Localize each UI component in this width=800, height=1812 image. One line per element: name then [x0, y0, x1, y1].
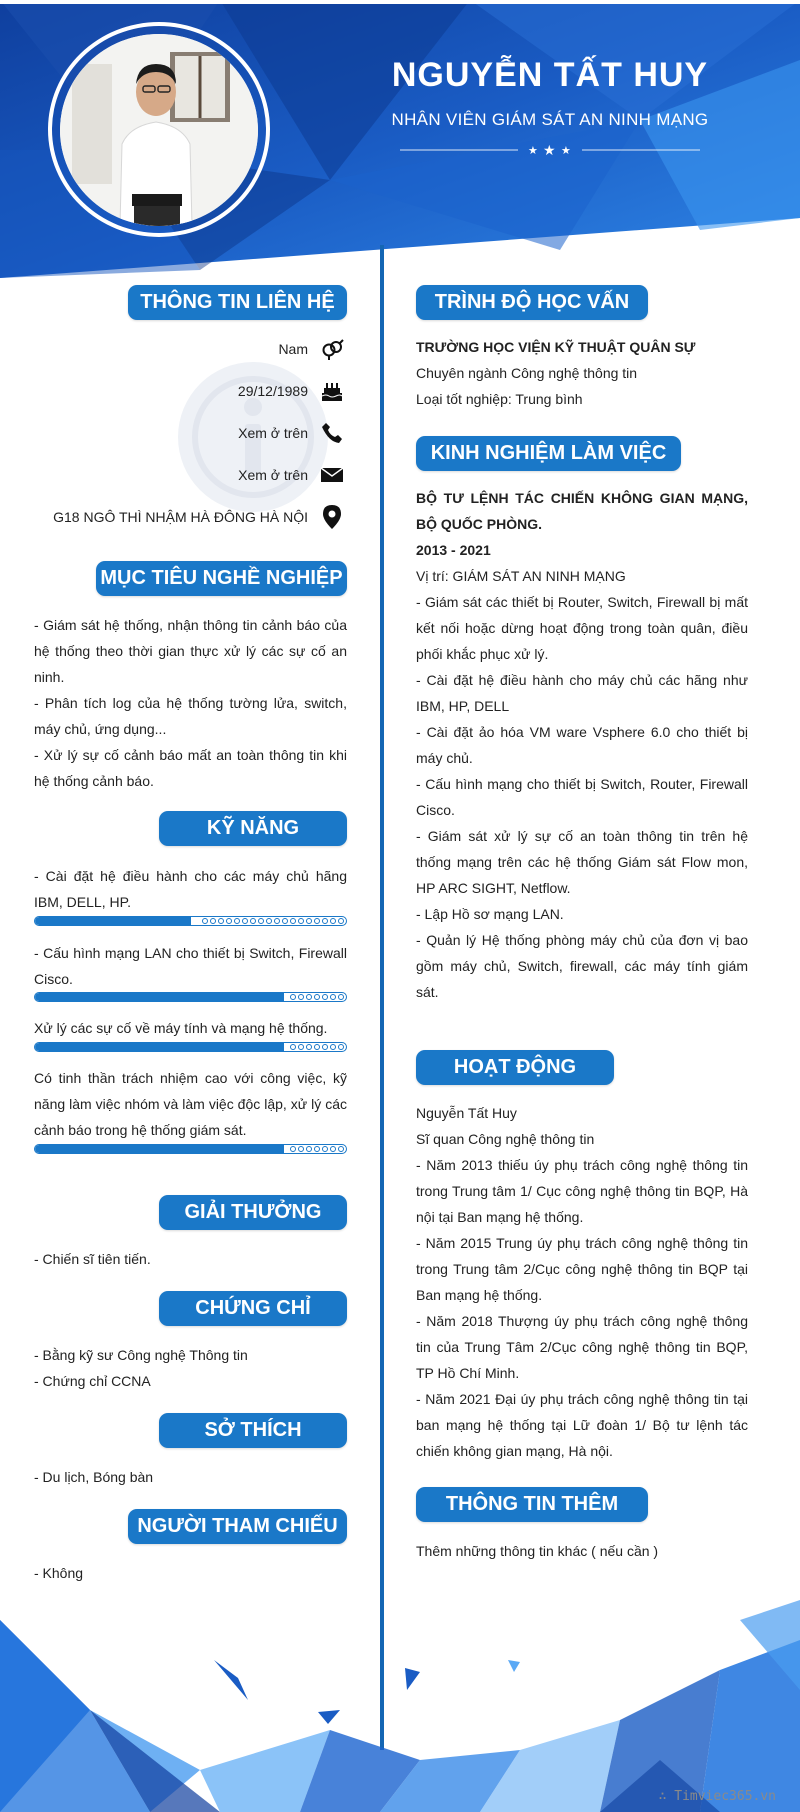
skill-bar-dot	[298, 918, 304, 924]
experience-line: - Giám sát xử lý sự cố an toàn thông tin trên hệ thống mạng trên các hệ thống Giám sát Flow mon, HP ARC SIGHT, Netflow.	[416, 828, 748, 896]
stars-ornament	[390, 140, 710, 160]
experience-company: BỘ TƯ LỆNH TÁC CHIẾN KHÔNG GIAN MẠNG, BỘ QUỐC PHÒNG.	[416, 490, 748, 532]
objective-text	[34, 612, 347, 794]
skill-bar-dot	[338, 1146, 344, 1152]
skill-bar-dot	[314, 1146, 320, 1152]
experience-line: - Giám sát các thiết bị Router, Switch, Firewall bị mất kết nối hoặc dừng hoạt động trong toàn quân, điều phối khắc phục xử lý.	[416, 594, 748, 662]
skill-bar-dots	[290, 994, 344, 1000]
avatar	[60, 34, 258, 226]
reference-line: - Không	[34, 1565, 84, 1581]
education-text	[416, 334, 748, 412]
awards-text	[34, 1246, 347, 1272]
svg-text:★: ★	[543, 143, 556, 159]
gender-text: Nam	[278, 341, 308, 357]
skill-bar-dot	[266, 918, 272, 924]
skill-bar	[34, 1144, 347, 1154]
skill-bar-fill	[35, 1043, 284, 1051]
skill-item-text: Xử lý các sự cố về máy tính và mạng hệ thống.	[34, 1020, 328, 1036]
section-heading-experience: KINH NGHIỆM LÀM VIỆC	[416, 436, 681, 471]
skill-bar-dot	[338, 918, 344, 924]
skill-bar	[34, 992, 347, 1002]
contact-phone	[238, 421, 344, 445]
skill-bar-dot	[322, 918, 328, 924]
skill-bar-dot	[330, 1146, 336, 1152]
skill-item-text: - Cài đặt hệ điều hành cho các máy chủ hãng IBM, DELL, HP.	[34, 868, 347, 910]
skill-bar-fill	[35, 993, 284, 1001]
birthday-cake-icon	[320, 379, 344, 403]
hobbies-text	[34, 1464, 347, 1490]
skill-bar	[34, 916, 347, 926]
section-heading-education: TRÌNH ĐỘ HỌC VẤN	[416, 285, 648, 320]
skill-bar-dot	[322, 1146, 328, 1152]
education-major: Chuyên ngành Công nghệ thông tin	[416, 365, 638, 381]
skill-bar-dot	[330, 1044, 336, 1050]
experience-text	[416, 485, 748, 1005]
skill-bar-dot	[322, 1044, 328, 1050]
experience-line: - Cài đặt ảo hóa VM ware Vsphere 6.0 cho thiết bị máy chủ.	[416, 724, 748, 766]
certificate-line: - Bằng kỹ sư Công nghệ Thông tin	[34, 1347, 248, 1363]
section-heading-activities: HOẠT ĐỘNG	[416, 1050, 614, 1085]
skill-bar-dot	[298, 1044, 304, 1050]
activities-text	[416, 1100, 748, 1464]
section-heading-hobbies: SỞ THÍCH	[159, 1413, 347, 1448]
skill-bar-dot	[306, 994, 312, 1000]
certificates-text	[34, 1342, 347, 1394]
skill-bar-dot	[306, 1146, 312, 1152]
skill-bar-dot	[282, 918, 288, 924]
activity-line: Nguyễn Tất Huy	[416, 1105, 517, 1121]
activity-line: - Năm 2013 thiếu úy phụ trách công nghệ thông tin trong Trung tâm 1/ Cục công nghệ thông tin BQP, Hà nội tại Ban mạng hệ thống.	[416, 1157, 748, 1225]
contact-birthday	[238, 379, 344, 403]
contact-gender	[278, 337, 344, 361]
skill-bar-dots	[290, 1044, 344, 1050]
skill-bar-dot	[234, 918, 240, 924]
section-heading-skills: KỸ NĂNG	[159, 811, 347, 846]
skill-bar-fill	[35, 917, 191, 925]
references-text	[34, 1560, 347, 1586]
experience-line: - Cấu hình mạng cho thiết bị Switch, Router, Firewall Cisco.	[416, 776, 748, 818]
skill-bar-dot	[338, 1044, 344, 1050]
activity-line: - Năm 2015 Trung úy phụ trách công nghệ thông tin trong Trung tâm 2/Cục công nghệ thông tin BQP tại Ban mạng hệ thống.	[416, 1235, 748, 1303]
section-heading-extra-info: THÔNG TIN THÊM	[416, 1487, 648, 1522]
skill-bar-dot	[330, 994, 336, 1000]
skill-bar-dot	[314, 918, 320, 924]
section-heading-contact: THÔNG TIN LIÊN HỆ	[128, 285, 347, 320]
skill-bar-dot	[314, 994, 320, 1000]
skill-bar-dot	[226, 918, 232, 924]
section-heading-awards: GIẢI THƯỞNG	[159, 1195, 347, 1230]
experience-line: - Quản lý Hệ thống phòng máy chủ của đơn vị bao gồm máy chủ, Switch, firewall, các máy tính giám sát.	[416, 932, 748, 1000]
skill-bar-dot	[290, 994, 296, 1000]
skill-bar-dot	[314, 1044, 320, 1050]
svg-text:★: ★	[561, 144, 571, 157]
skill-bar-dot	[218, 918, 224, 924]
skill-bar-dot	[210, 918, 216, 924]
extra-info-text: Thêm những thông tin khác ( nếu cần )	[416, 1543, 659, 1559]
skill-bar-dot	[202, 918, 208, 924]
birthday-text: 29/12/1989	[237, 383, 308, 399]
skill-bar	[34, 1042, 347, 1052]
skill-bar-dot	[274, 918, 280, 924]
contact-address	[53, 505, 344, 529]
contact-email	[238, 463, 344, 487]
skill-bar-dots	[202, 918, 344, 924]
envelope-icon	[320, 463, 344, 487]
skill-bar-dot	[258, 918, 264, 924]
candidate-name: NGUYỄN TẤT HUY	[391, 56, 709, 94]
education-grade: Loại tốt nghiệp: Trung bình	[416, 391, 583, 407]
skill-bar-dot	[306, 1044, 312, 1050]
experience-line: - Lập Hồ sơ mạng LAN.	[416, 906, 564, 922]
certificate-line: - Chứng chỉ CCNA	[34, 1373, 151, 1389]
objective-line: - Xử lý sự cố cảnh báo mất an toàn thông tin khi hệ thống cảnh báo.	[34, 747, 347, 789]
brand-watermark	[659, 1789, 776, 1804]
section-heading-certificates: CHỨNG CHỈ	[159, 1291, 347, 1326]
phone-icon	[320, 421, 344, 445]
skill-bar-dot	[290, 1146, 296, 1152]
skill-bar-dot	[322, 994, 328, 1000]
phone-text[interactable]: Xem ở trên	[238, 425, 308, 441]
experience-line: - Cài đặt hệ điều hành cho máy chủ các hãng như IBM, HP, DELL	[416, 672, 748, 714]
section-heading-references: NGƯỜI THAM CHIẾU	[128, 1509, 347, 1544]
skill-bar-dot	[290, 1044, 296, 1050]
skill-bar-dots	[290, 1146, 344, 1152]
avatar-photo	[60, 34, 258, 226]
activity-line: Sĩ quan Công nghệ thông tin	[416, 1131, 595, 1147]
skill-bar-fill	[35, 1145, 284, 1153]
map-pin-icon	[320, 505, 344, 529]
skill-bar-dot	[250, 918, 256, 924]
objective-line: - Giám sát hệ thống, nhận thông tin cảnh báo của hệ thống theo thời gian thực xử lý các sự cố an ninh.	[34, 617, 347, 685]
award-line: - Chiến sĩ tiên tiến.	[34, 1251, 151, 1267]
skill-item-text: - Cấu hình mạng LAN cho thiết bị Switch, Firewall Cisco.	[34, 945, 347, 987]
gender-icon	[320, 337, 344, 361]
email-text[interactable]: Xem ở trên	[238, 467, 308, 483]
address-text: G18 NGÔ THÌ NHẬM HÀ ĐÔNG HÀ NỘI	[53, 509, 308, 525]
hobby-line: - Du lịch, Bóng bàn	[34, 1469, 154, 1485]
column-divider	[380, 245, 384, 1750]
experience-period: 2013 - 2021	[416, 542, 491, 558]
skill-bar-dot	[290, 918, 296, 924]
activity-line: - Năm 2018 Thượng úy phụ trách công nghệ thông tin của Trung Tâm 2/Cục công nghệ thông tin BQP, TP Hồ Chí Minh.	[416, 1313, 748, 1381]
education-school: TRƯỜNG HỌC VIỆN KỸ THUẬT QUÂN SỰ	[416, 339, 696, 355]
svg-text:★: ★	[528, 144, 538, 157]
footer-background	[0, 1600, 800, 1812]
brand-dots-icon: ∴	[658, 1789, 675, 1804]
brand-text: Timviec365.vn	[674, 1789, 776, 1804]
experience-position: Vị trí: GIÁM SÁT AN NINH MẠNG	[416, 568, 626, 584]
skill-bar-dot	[306, 918, 312, 924]
skill-bar-dot	[298, 1146, 304, 1152]
activity-line: - Năm 2021 Đại úy phụ trách công nghệ thông tin tại ban mạng hệ thống tại Lữ đoàn 1/ Bộ tư lệnh tác chiến không gian mạng, Hà nội.	[416, 1391, 748, 1459]
section-heading-objective: MỤC TIÊU NGHỀ NGHIỆP	[96, 561, 347, 596]
objective-line: - Phân tích log của hệ thống tường lửa, switch, máy chủ, ứng dụng...	[34, 695, 347, 737]
candidate-role: NHÂN VIÊN GIÁM SÁT AN NINH MẠNG	[391, 110, 709, 129]
skill-bar-dot	[330, 918, 336, 924]
skill-bar-dot	[298, 994, 304, 1000]
skill-bar-dot	[338, 994, 344, 1000]
skill-bar-dot	[242, 918, 248, 924]
skill-item-text: Có tinh thần trách nhiệm cao với công việc, kỹ năng làm việc nhóm và làm việc độc lập, xử lý các cảnh báo trong hệ thống giám sát.	[34, 1070, 347, 1138]
